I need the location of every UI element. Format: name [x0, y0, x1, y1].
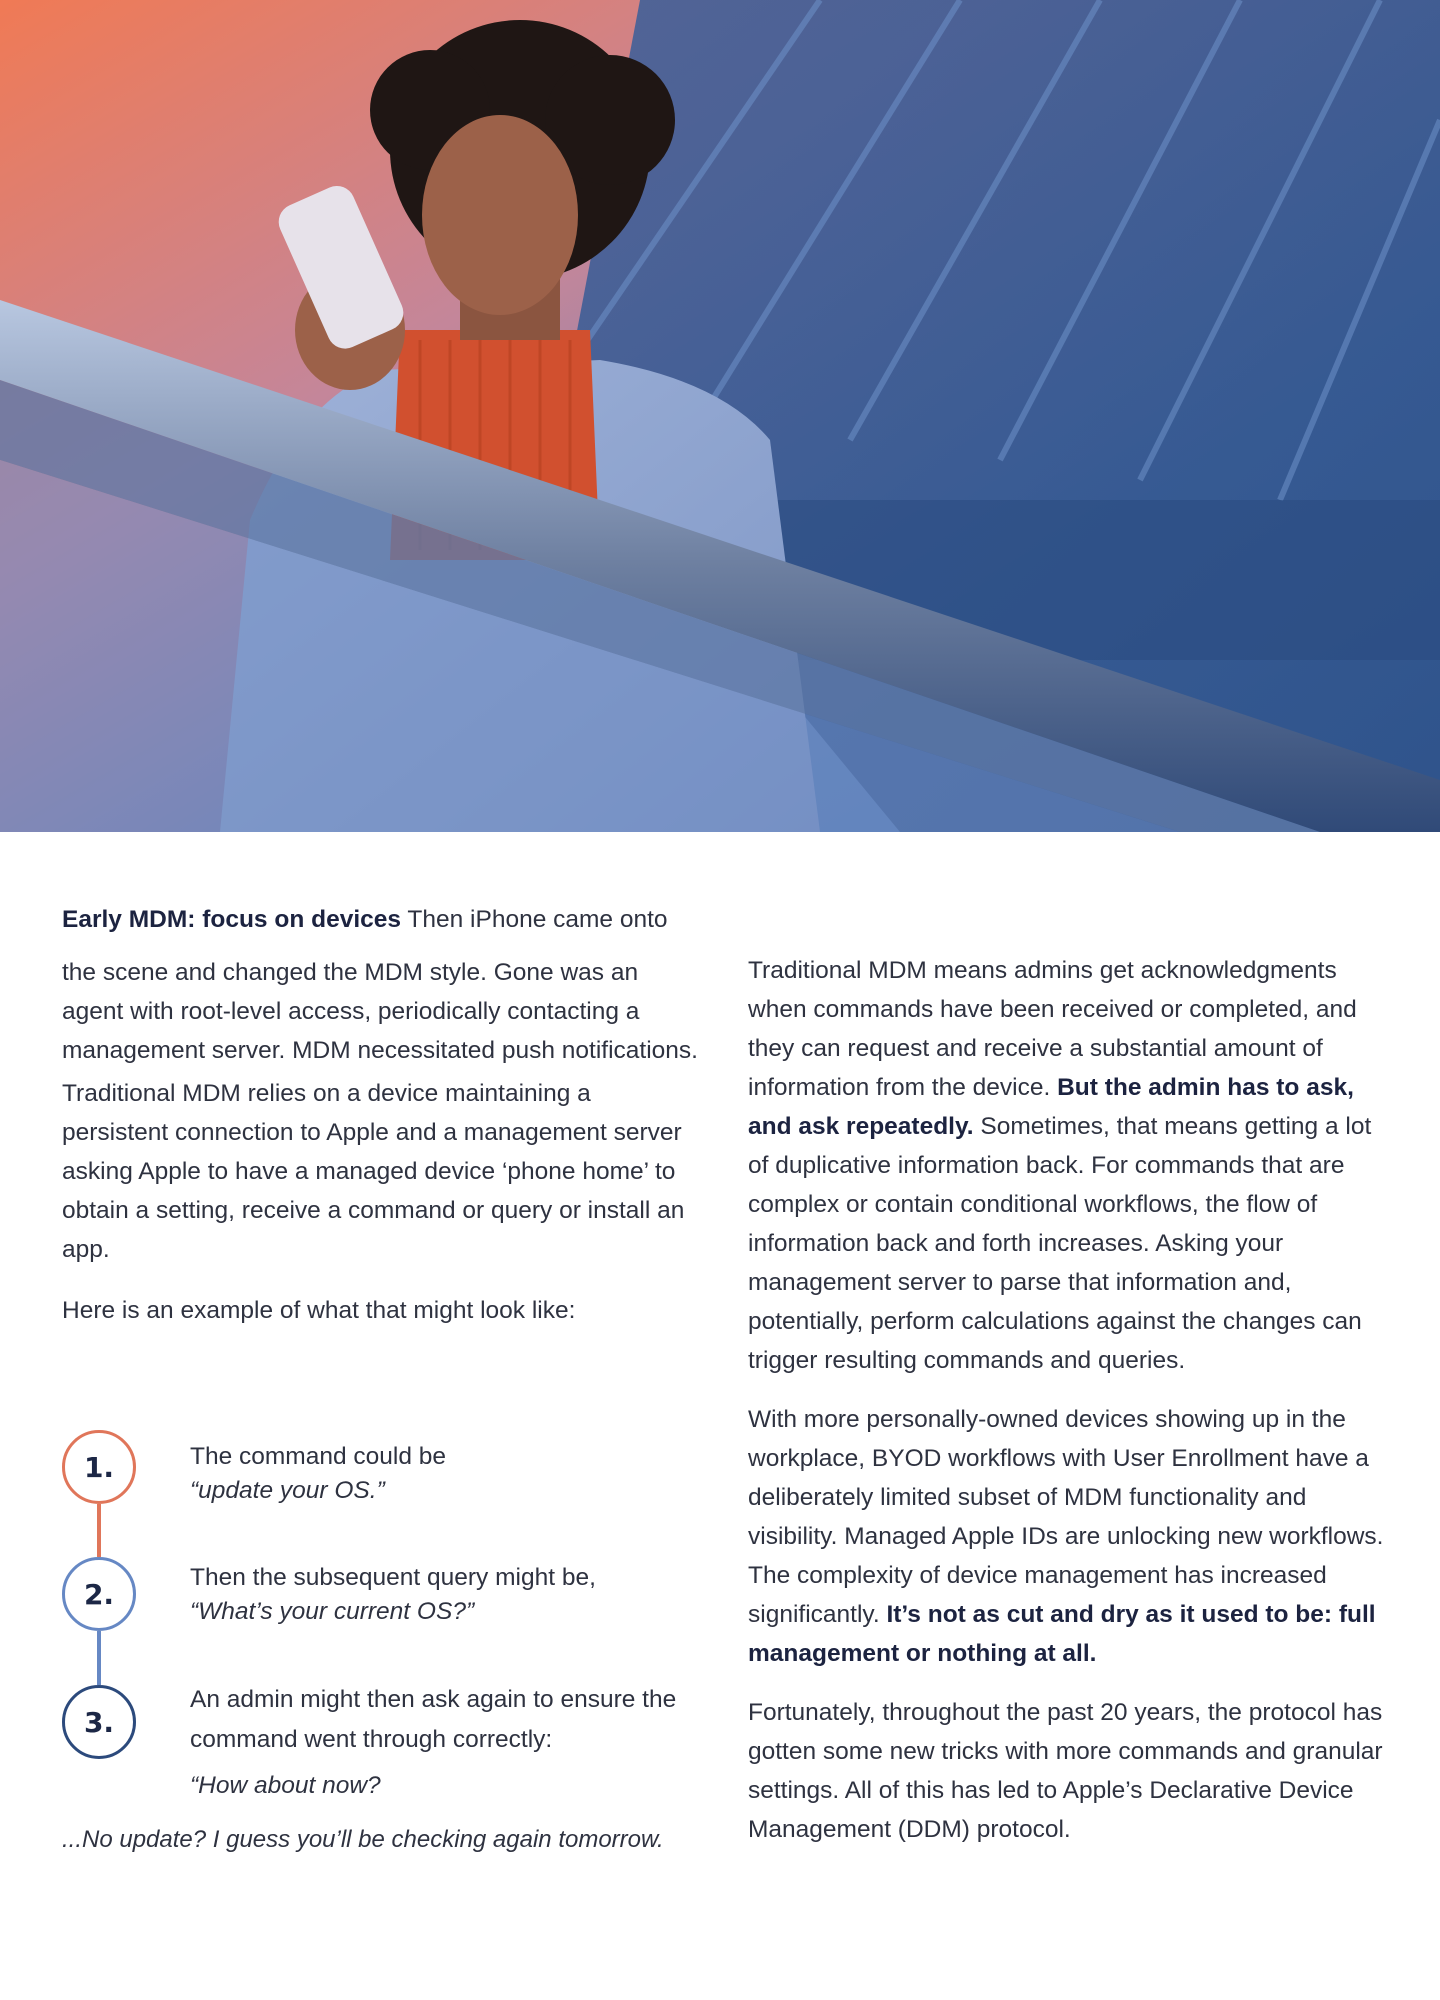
- hero-photo-illustration: [0, 0, 1440, 832]
- paragraph-ddm: Fortunately, throughout the past 20 years, the protocol has gotten some new tricks with more commands and granular settings. All of this has led to Apple’s Declarative Device Management (DDM) protocol.: [748, 1699, 1383, 1843]
- step-description: An admin might then ask again to ensure the command went through correctly:: [190, 1686, 677, 1753]
- step-quote: “How about now?: [190, 1772, 381, 1799]
- paragraph-example-intro: Here is an example of what that might look like:: [62, 1297, 576, 1324]
- step-description: Then the subsequent query might be,: [190, 1564, 596, 1591]
- step-text: [190, 1680, 710, 1806]
- text-span: Traditional MDM means admins get acknowledgments when commands have been received or completed, and they can request and receive a substantial amount of information from the device.: [748, 957, 1357, 1101]
- hero-image: [0, 0, 1440, 832]
- paragraph-traditional-mdm: Traditional MDM relies on a device maintaining a persistent connection to Apple and a management server asking Apple to have a managed device ‘phone home’ to obtain a setting, receive a command or query or install an app.: [62, 1080, 685, 1263]
- step-quote: “update your OS.”: [190, 1477, 385, 1504]
- emphasis-text: It’s not as cut and dry as it used to be: full management or nothing at all.: [748, 1601, 1376, 1667]
- text-span: With more personally-owned devices showing up in the workplace, BYOD workflows with User Enrollment have a deliberately limited subset of MDM functionality and visibility. Managed Apple IDs are unlocking new workflows. The complexity of device management has increased significantly.: [748, 1406, 1384, 1628]
- emphasis-text: But the admin has to ask, and ask repeatedly.: [748, 1074, 1354, 1140]
- paragraph-acknowledgments: [748, 951, 1398, 1380]
- left-column: [62, 900, 702, 1330]
- step-connector: [97, 1504, 101, 1557]
- step-text: [190, 1561, 596, 1629]
- lead-text: Then iPhone came onto: [401, 906, 668, 933]
- section-heading: Early MDM: focus on devices: [62, 906, 402, 933]
- step-number-badge: 2.: [62, 1557, 136, 1631]
- paragraph-byod: [748, 1400, 1398, 1673]
- paragraph-early-mdm: the scene and changed the MDM style. Gone was an agent with root-level access, periodically contacting a management server. MDM necessitated push notifications.: [62, 959, 698, 1064]
- right-column: [748, 951, 1398, 1849]
- step-list: [62, 1430, 722, 1800]
- step-number-badge: 3.: [62, 1685, 136, 1759]
- step-description: The command could be: [190, 1443, 447, 1470]
- closing-remark: ...No update? I guess you’ll be checking again tomorrow.: [62, 1826, 664, 1853]
- step-text: [190, 1440, 446, 1508]
- step-quote: “What’s your current OS?”: [190, 1598, 475, 1625]
- step-connector: [97, 1631, 101, 1685]
- lead-paragraph: [62, 900, 702, 939]
- text-span: Sometimes, that means getting a lot of duplicative information back. For commands that are complex or contain conditional workflows, the flow of information back and forth increases. Asking your management server to parse that information and, potentially, perform calculations against the changes can trigger resulting commands and queries.: [748, 1113, 1372, 1374]
- step-number-badge: 1.: [62, 1430, 136, 1504]
